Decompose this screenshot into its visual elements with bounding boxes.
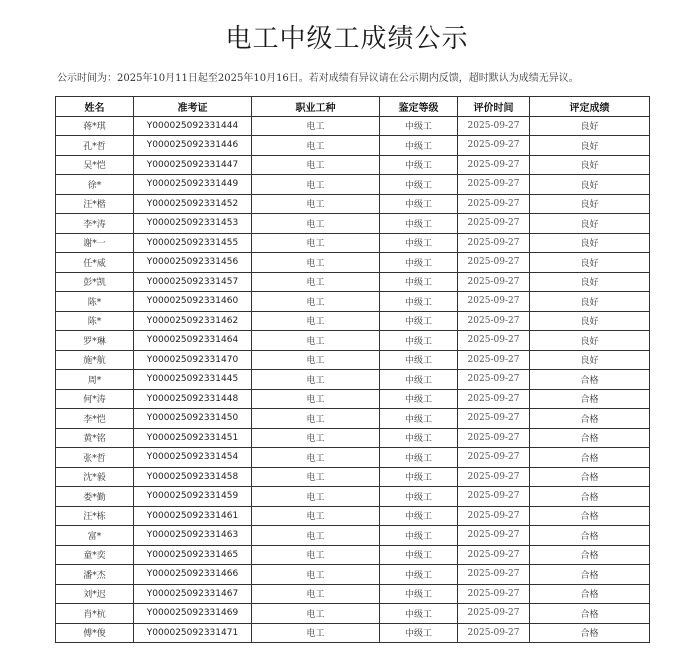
cell-exam-id: Y000025092331461 bbox=[134, 506, 252, 526]
cell-exam-id: Y000025092331452 bbox=[134, 194, 252, 214]
cell-level: 中级工 bbox=[380, 233, 458, 253]
cell-result: 合格 bbox=[530, 506, 650, 526]
results-table bbox=[55, 96, 650, 643]
cell-name: 傅*俊 bbox=[56, 623, 134, 643]
cell-result: 合格 bbox=[530, 565, 650, 585]
cell-name: 张*哲 bbox=[56, 448, 134, 468]
cell-level: 中级工 bbox=[380, 331, 458, 351]
cell-result: 合格 bbox=[530, 487, 650, 507]
cell-level: 中级工 bbox=[380, 350, 458, 370]
cell-exam-id: Y000025092331462 bbox=[134, 311, 252, 331]
table-header-row bbox=[56, 97, 650, 117]
cell-occupation: 电工 bbox=[252, 604, 380, 624]
cell-name: 刘*迟 bbox=[56, 584, 134, 604]
table-row bbox=[56, 389, 650, 409]
cell-exam-id: Y000025092331449 bbox=[134, 175, 252, 195]
cell-exam-id: Y000025092331457 bbox=[134, 272, 252, 292]
cell-result: 良好 bbox=[530, 311, 650, 331]
cell-eval-date: 2025-09-27 bbox=[458, 233, 530, 253]
table-row bbox=[56, 448, 650, 468]
cell-exam-id: Y000025092331454 bbox=[134, 448, 252, 468]
cell-result: 良好 bbox=[530, 136, 650, 156]
table-row bbox=[56, 623, 650, 643]
cell-eval-date: 2025-09-27 bbox=[458, 467, 530, 487]
cell-exam-id: Y000025092331453 bbox=[134, 214, 252, 234]
cell-result: 合格 bbox=[530, 623, 650, 643]
cell-occupation: 电工 bbox=[252, 526, 380, 546]
cell-name: 周* bbox=[56, 370, 134, 390]
cell-exam-id: Y000025092331456 bbox=[134, 253, 252, 273]
table-row bbox=[56, 545, 650, 565]
table-body bbox=[56, 116, 650, 643]
cell-name: 任*威 bbox=[56, 253, 134, 273]
cell-eval-date: 2025-09-27 bbox=[458, 155, 530, 175]
cell-eval-date: 2025-09-27 bbox=[458, 253, 530, 273]
cell-eval-date: 2025-09-27 bbox=[458, 623, 530, 643]
cell-level: 中级工 bbox=[380, 448, 458, 468]
cell-result: 良好 bbox=[530, 116, 650, 136]
cell-occupation: 电工 bbox=[252, 448, 380, 468]
cell-eval-date: 2025-09-27 bbox=[458, 175, 530, 195]
header-occupation: 职业工种 bbox=[252, 97, 380, 117]
cell-result: 合格 bbox=[530, 409, 650, 429]
cell-occupation: 电工 bbox=[252, 175, 380, 195]
cell-occupation: 电工 bbox=[252, 545, 380, 565]
cell-level: 中级工 bbox=[380, 136, 458, 156]
cell-occupation: 电工 bbox=[252, 370, 380, 390]
table-row bbox=[56, 409, 650, 429]
cell-occupation: 电工 bbox=[252, 214, 380, 234]
header-exam-id: 准考证 bbox=[134, 97, 252, 117]
cell-exam-id: Y000025092331458 bbox=[134, 467, 252, 487]
cell-exam-id: Y000025092331459 bbox=[134, 487, 252, 507]
cell-eval-date: 2025-09-27 bbox=[458, 604, 530, 624]
cell-name: 徐* bbox=[56, 175, 134, 195]
cell-level: 中级工 bbox=[380, 565, 458, 585]
cell-occupation: 电工 bbox=[252, 331, 380, 351]
cell-level: 中级工 bbox=[380, 116, 458, 136]
table-row bbox=[56, 350, 650, 370]
cell-result: 良好 bbox=[530, 214, 650, 234]
cell-name: 谢*一 bbox=[56, 233, 134, 253]
cell-exam-id: Y000025092331450 bbox=[134, 409, 252, 429]
cell-eval-date: 2025-09-27 bbox=[458, 448, 530, 468]
table-row bbox=[56, 428, 650, 448]
cell-eval-date: 2025-09-27 bbox=[458, 272, 530, 292]
cell-level: 中级工 bbox=[380, 467, 458, 487]
cell-level: 中级工 bbox=[380, 175, 458, 195]
page-title: 电工中级工成绩公示 bbox=[225, 24, 469, 54]
cell-exam-id: Y000025092331448 bbox=[134, 389, 252, 409]
cell-eval-date: 2025-09-27 bbox=[458, 506, 530, 526]
cell-eval-date: 2025-09-27 bbox=[458, 331, 530, 351]
cell-eval-date: 2025-09-27 bbox=[458, 116, 530, 136]
cell-occupation: 电工 bbox=[252, 253, 380, 273]
cell-result: 合格 bbox=[530, 467, 650, 487]
cell-eval-date: 2025-09-27 bbox=[458, 409, 530, 429]
cell-occupation: 电工 bbox=[252, 272, 380, 292]
table-row bbox=[56, 136, 650, 156]
cell-exam-id: Y000025092331455 bbox=[134, 233, 252, 253]
cell-exam-id: Y000025092331470 bbox=[134, 350, 252, 370]
cell-occupation: 电工 bbox=[252, 506, 380, 526]
cell-level: 中级工 bbox=[380, 506, 458, 526]
cell-result: 良好 bbox=[530, 331, 650, 351]
cell-result: 合格 bbox=[530, 604, 650, 624]
cell-name: 孔*哲 bbox=[56, 136, 134, 156]
cell-level: 中级工 bbox=[380, 428, 458, 448]
cell-exam-id: Y000025092331444 bbox=[134, 116, 252, 136]
cell-exam-id: Y000025092331469 bbox=[134, 604, 252, 624]
cell-exam-id: Y000025092331447 bbox=[134, 155, 252, 175]
cell-occupation: 电工 bbox=[252, 311, 380, 331]
cell-result: 合格 bbox=[530, 448, 650, 468]
cell-occupation: 电工 bbox=[252, 155, 380, 175]
table-row bbox=[56, 116, 650, 136]
cell-level: 中级工 bbox=[380, 623, 458, 643]
cell-name: 彭*凯 bbox=[56, 272, 134, 292]
notice-text: 公示时间为：2025年10月11日起至2025年10月16日。若对成绩有异议请在公示期内反馈，超时默认为成绩无异议。 bbox=[57, 73, 579, 84]
table-row bbox=[56, 253, 650, 273]
cell-occupation: 电工 bbox=[252, 565, 380, 585]
cell-result: 良好 bbox=[530, 194, 650, 214]
cell-name: 富* bbox=[56, 526, 134, 546]
table-row bbox=[56, 467, 650, 487]
cell-eval-date: 2025-09-27 bbox=[458, 526, 530, 546]
table-row bbox=[56, 272, 650, 292]
table-row bbox=[56, 526, 650, 546]
cell-level: 中级工 bbox=[380, 253, 458, 273]
cell-exam-id: Y000025092331467 bbox=[134, 584, 252, 604]
cell-eval-date: 2025-09-27 bbox=[458, 350, 530, 370]
cell-exam-id: Y000025092331465 bbox=[134, 545, 252, 565]
cell-exam-id: Y000025092331445 bbox=[134, 370, 252, 390]
table-row bbox=[56, 292, 650, 312]
header-name: 姓名 bbox=[56, 97, 134, 117]
cell-exam-id: Y000025092331460 bbox=[134, 292, 252, 312]
cell-occupation: 电工 bbox=[252, 409, 380, 429]
cell-occupation: 电工 bbox=[252, 350, 380, 370]
cell-eval-date: 2025-09-27 bbox=[458, 136, 530, 156]
table-row bbox=[56, 604, 650, 624]
cell-level: 中级工 bbox=[380, 584, 458, 604]
cell-name: 汪*栋 bbox=[56, 506, 134, 526]
cell-occupation: 电工 bbox=[252, 389, 380, 409]
table-row bbox=[56, 506, 650, 526]
cell-result: 良好 bbox=[530, 350, 650, 370]
cell-occupation: 电工 bbox=[252, 233, 380, 253]
cell-exam-id: Y000025092331466 bbox=[134, 565, 252, 585]
cell-name: 吴*恺 bbox=[56, 155, 134, 175]
cell-eval-date: 2025-09-27 bbox=[458, 214, 530, 234]
cell-occupation: 电工 bbox=[252, 467, 380, 487]
cell-result: 良好 bbox=[530, 175, 650, 195]
cell-occupation: 电工 bbox=[252, 428, 380, 448]
cell-eval-date: 2025-09-27 bbox=[458, 565, 530, 585]
cell-occupation: 电工 bbox=[252, 116, 380, 136]
table-row bbox=[56, 565, 650, 585]
cell-result: 良好 bbox=[530, 292, 650, 312]
cell-level: 中级工 bbox=[380, 272, 458, 292]
cell-name: 施*航 bbox=[56, 350, 134, 370]
header-level: 鉴定等级 bbox=[380, 97, 458, 117]
cell-level: 中级工 bbox=[380, 526, 458, 546]
cell-eval-date: 2025-09-27 bbox=[458, 311, 530, 331]
table-row bbox=[56, 155, 650, 175]
cell-result: 良好 bbox=[530, 272, 650, 292]
table-row bbox=[56, 487, 650, 507]
table-row bbox=[56, 194, 650, 214]
cell-result: 合格 bbox=[530, 584, 650, 604]
cell-name: 黄*铭 bbox=[56, 428, 134, 448]
cell-level: 中级工 bbox=[380, 545, 458, 565]
table-row bbox=[56, 331, 650, 351]
table-row bbox=[56, 175, 650, 195]
cell-occupation: 电工 bbox=[252, 584, 380, 604]
cell-level: 中级工 bbox=[380, 409, 458, 429]
cell-eval-date: 2025-09-27 bbox=[458, 584, 530, 604]
cell-name: 李*恺 bbox=[56, 409, 134, 429]
cell-name: 肖*杭 bbox=[56, 604, 134, 624]
cell-occupation: 电工 bbox=[252, 292, 380, 312]
cell-name: 陈* bbox=[56, 292, 134, 312]
cell-level: 中级工 bbox=[380, 370, 458, 390]
cell-name: 娄*勤 bbox=[56, 487, 134, 507]
cell-result: 良好 bbox=[530, 253, 650, 273]
cell-eval-date: 2025-09-27 bbox=[458, 292, 530, 312]
cell-level: 中级工 bbox=[380, 389, 458, 409]
cell-level: 中级工 bbox=[380, 155, 458, 175]
cell-exam-id: Y000025092331451 bbox=[134, 428, 252, 448]
cell-result: 合格 bbox=[530, 370, 650, 390]
cell-occupation: 电工 bbox=[252, 194, 380, 214]
cell-eval-date: 2025-09-27 bbox=[458, 428, 530, 448]
cell-name: 童*奕 bbox=[56, 545, 134, 565]
cell-eval-date: 2025-09-27 bbox=[458, 389, 530, 409]
cell-occupation: 电工 bbox=[252, 487, 380, 507]
table-row bbox=[56, 233, 650, 253]
cell-eval-date: 2025-09-27 bbox=[458, 194, 530, 214]
cell-result: 合格 bbox=[530, 389, 650, 409]
cell-result: 良好 bbox=[530, 233, 650, 253]
cell-occupation: 电工 bbox=[252, 623, 380, 643]
table-row bbox=[56, 370, 650, 390]
table-row bbox=[56, 311, 650, 331]
cell-exam-id: Y000025092331464 bbox=[134, 331, 252, 351]
cell-level: 中级工 bbox=[380, 311, 458, 331]
cell-result: 合格 bbox=[530, 545, 650, 565]
cell-result: 良好 bbox=[530, 155, 650, 175]
cell-eval-date: 2025-09-27 bbox=[458, 487, 530, 507]
cell-level: 中级工 bbox=[380, 604, 458, 624]
cell-eval-date: 2025-09-27 bbox=[458, 370, 530, 390]
cell-exam-id: Y000025092331446 bbox=[134, 136, 252, 156]
cell-level: 中级工 bbox=[380, 194, 458, 214]
cell-name: 陈* bbox=[56, 311, 134, 331]
cell-result: 合格 bbox=[530, 526, 650, 546]
header-result: 评定成绩 bbox=[530, 97, 650, 117]
cell-level: 中级工 bbox=[380, 214, 458, 234]
header-eval-date: 评价时间 bbox=[458, 97, 530, 117]
cell-name: 沈*毅 bbox=[56, 467, 134, 487]
cell-name: 潘*杰 bbox=[56, 565, 134, 585]
cell-result: 合格 bbox=[530, 428, 650, 448]
cell-occupation: 电工 bbox=[252, 136, 380, 156]
cell-name: 罗*琳 bbox=[56, 331, 134, 351]
cell-name: 蒋*琪 bbox=[56, 116, 134, 136]
table-row bbox=[56, 214, 650, 234]
cell-exam-id: Y000025092331463 bbox=[134, 526, 252, 546]
table-row bbox=[56, 584, 650, 604]
cell-level: 中级工 bbox=[380, 292, 458, 312]
cell-name: 何*涛 bbox=[56, 389, 134, 409]
cell-name: 汪*楷 bbox=[56, 194, 134, 214]
cell-eval-date: 2025-09-27 bbox=[458, 545, 530, 565]
cell-name: 李*涛 bbox=[56, 214, 134, 234]
cell-level: 中级工 bbox=[380, 487, 458, 507]
cell-exam-id: Y000025092331471 bbox=[134, 623, 252, 643]
